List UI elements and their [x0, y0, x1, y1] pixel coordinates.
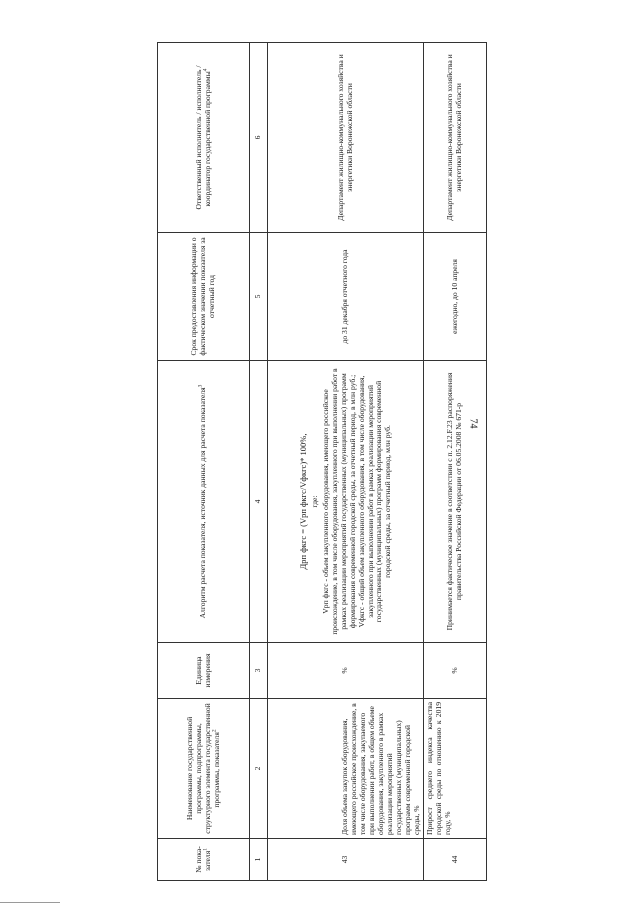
table-header-row [158, 43, 250, 881]
page-number: 74 [467, 418, 479, 429]
indicator-name: Прирост среднего индекса качества городской среды по отношению к 2019 году, % [424, 699, 487, 839]
indicator-executor: Департамент жилищно-коммунального хозяйства и энергетики Воронежской области [267, 43, 424, 233]
indicator-executor: Департамент жилищно-коммунального хозяйства и энергетики Воронежской области [424, 43, 487, 233]
header-indicator-number: № пока-зателя$^1$ [158, 839, 250, 881]
column-number: 2 [250, 699, 267, 839]
row-number: 43 [267, 839, 424, 881]
formula-definition-1: Vрп фкгс - объем закупленного оборудования, имеющего российское происхождение, в том числе оборудования, закупленного при выполнении работ в рамках реализации мероприятий государственных (муниципальных) программ формирования современной городской среды, за отчетный период, в млн руб.; [320, 368, 357, 635]
table-row [267, 43, 424, 881]
formula-definition-2: Vфкгс - общий объем закупленного оборудования, в том числе оборудования, закупленного при выполнении работ в рамках реализации мероприятий государственных (муниципальных) программ формирования современной городской среды, за отчетный период, млн руб. [356, 375, 393, 628]
column-number: 1 [250, 839, 267, 881]
indicator-deadline: до 31 декабря отчетного года [267, 233, 424, 361]
column-number: 3 [250, 643, 267, 699]
row-number: 44 [424, 839, 487, 881]
indicator-unit: % [424, 643, 487, 699]
column-number: 4 [250, 361, 267, 643]
indicator-algorithm [267, 361, 424, 643]
header-indicator-name: Наименование государственной программы, подпрограммы, структурного элемента государственной программы, показателя$^2$ [158, 699, 250, 839]
header-deadline: Срок предоставления информации о фактическом значении показателя за отчетный год [158, 233, 250, 361]
column-number: 6 [250, 43, 267, 233]
header-unit: Единица измерения [158, 643, 250, 699]
indicator-unit: % [267, 643, 424, 699]
formula-where: где: [309, 495, 319, 508]
indicator-deadline: ежегодно, до 10 апреля [424, 233, 487, 361]
column-number: 5 [250, 233, 267, 361]
header-executor: Ответственный исполнитель / исполнитель / координатор государственной программы$^4$ [158, 43, 250, 233]
rotated-table-wrapper [157, 43, 487, 881]
header-algorithm: Алгоритм расчета показателя, источник данных для расчета показателя$^3$ [158, 361, 250, 643]
indicator-algorithm: Принимается фактическое значение в соответствии с п. 2.12.F.23 распоряжения правительства Российской Федерации от 06.05.2008 № 671-р [424, 361, 487, 643]
indicator-name: Доля объема закупок оборудования, имеющего российское происхождение, в том числе оборудования, закупаемого при выполнении работ, в общем объеме оборудования, закупленного в рамках реализации мероприятий государственных (муниципальных) программ современной городской среды, % [267, 699, 424, 839]
column-number-row [250, 43, 267, 881]
footer-rule [0, 902, 60, 903]
formula: Дрп фкгс = (Vрп фкгс/Vфкгс)* 100%, [297, 433, 308, 570]
indicators-table [157, 42, 487, 881]
table-row [424, 43, 487, 881]
